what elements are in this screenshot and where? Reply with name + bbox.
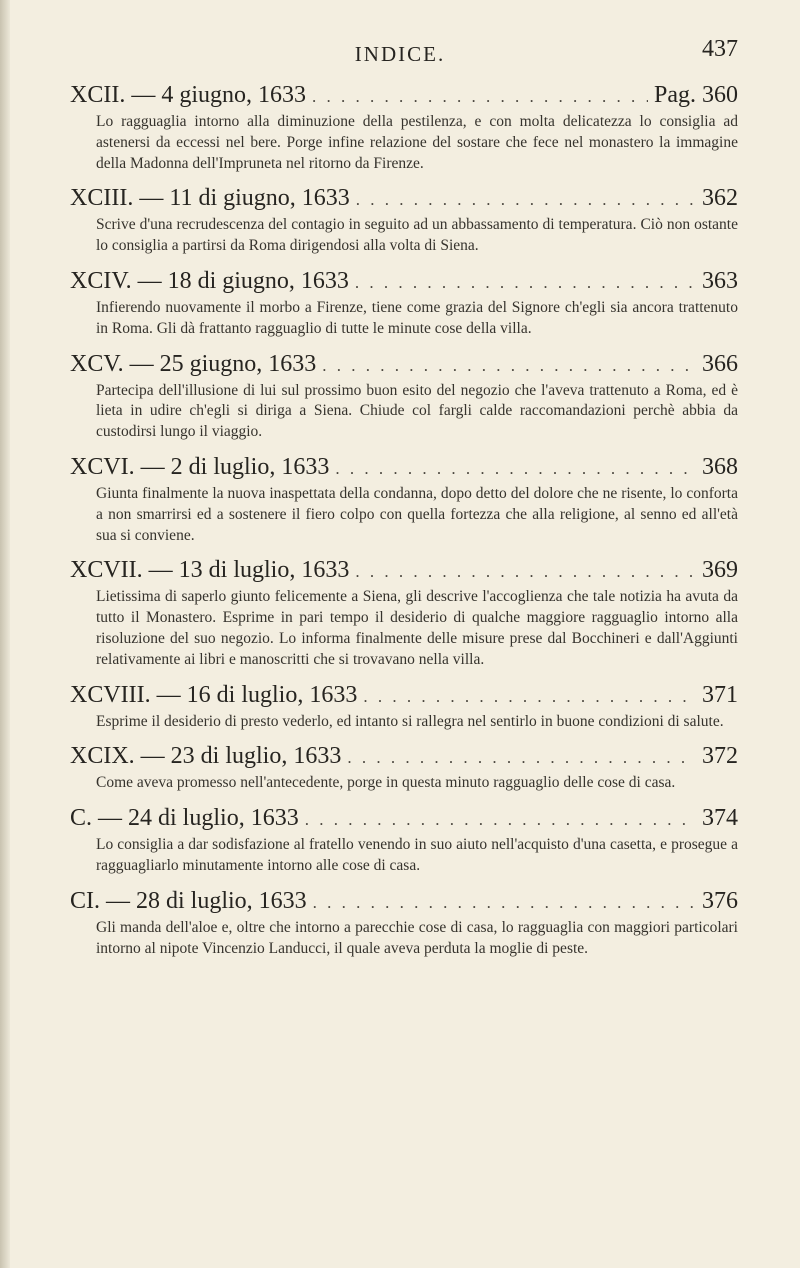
dot-leader: [305, 805, 696, 835]
entry-page: [654, 80, 738, 110]
entry-heading: XCVI. — 2 di luglio, 1633: [70, 453, 330, 480]
page-number: 437: [702, 36, 738, 62]
index-entry: [70, 886, 738, 960]
entry-date: 18 di giugno, 1633: [167, 267, 349, 294]
entry-heading: XCIV. — 18 di giugno, 1633: [70, 267, 349, 294]
entry-date: 28 di luglio, 1633: [136, 887, 307, 914]
entry-numeral: XCIX.: [70, 743, 135, 770]
entry-heading-line: [70, 80, 738, 112]
entry-heading: XCII. — 4 giugno, 1633: [70, 82, 306, 108]
dot-leader: [363, 682, 696, 712]
entry-page-number: 374: [702, 805, 738, 832]
index-entry: [70, 803, 738, 877]
entry-page-number: 369: [702, 557, 738, 584]
entry-heading: C. — 24 di luglio, 1633: [70, 805, 299, 832]
entry-heading: XCIII. — 11 di giugno, 1633: [70, 185, 350, 212]
entry-page-number: 363: [702, 267, 738, 294]
entry-summary: Lietissima di saperlo giunto felicemente a Siena, gli descrive l'accoglienza che tale notizia ha avuta da tutto il Monastero. Esprime in pari tempo il desiderio di qualche maggiore ragguaglio intorno alla risoluzione del suo negozio. Lo informa finalmente delle misure prese dal Bocchineri e dall'Aggiunti relativamente ai libri e manoscritti che si trovavano nella villa.: [96, 588, 738, 668]
entry-page-number: 360: [702, 82, 738, 108]
entry-heading-line: [70, 349, 738, 381]
entry-heading-line: [70, 183, 738, 215]
entry-numeral: XCII.: [70, 82, 126, 108]
dot-leader: [313, 888, 696, 918]
running-title: INDICE.: [354, 42, 446, 66]
entry-heading: XCVIII. — 16 di luglio, 1633: [70, 681, 358, 708]
entry-date: 11 di giugno, 1633: [169, 185, 350, 212]
entry-heading: XCV. — 25 giugno, 1633: [70, 350, 317, 377]
running-head: [0, 22, 800, 70]
entry-numeral: XCV.: [70, 350, 124, 377]
entry-heading: XCIX. — 23 di luglio, 1633: [70, 743, 342, 770]
index-entry: [70, 266, 738, 340]
entry-numeral: CI.: [70, 887, 100, 914]
entry-date: 16 di luglio, 1633: [186, 681, 358, 708]
entry-heading-line: [70, 555, 738, 587]
page-gutter-shadow: [0, 0, 10, 1268]
entry-page-number: 371: [702, 681, 738, 708]
entry-date: 25 giugno, 1633: [159, 350, 317, 377]
entry-numeral: XCIII.: [70, 185, 134, 212]
entry-summary: Infierendo nuovamente il morbo a Firenze, tiene come grazia del Signore ch'egli sia ancora trattenuto in Roma. Gli dà frattanto ragguaglio di tutte le minute cose della villa.: [96, 298, 738, 337]
entry-numeral: XCVII.: [70, 557, 143, 584]
entry-page-number: 376: [702, 887, 738, 914]
entry-summary: Giunta finalmente la nuova inaspettata della condanna, dopo detto del dolore che ne risente, lo conforta a non smarrirsi ed a sostenere il fiero colpo con quella fortezza che alla religione, al senno ed all'età sua si conviene.: [96, 484, 738, 544]
entry-heading-line: [70, 266, 738, 298]
entry-summary: Partecipa dell'illusione di lui sul prossimo buon esito del negozio che l'aveva trattenuto a Roma, ed è lieta in udire ch'egli si diriga a Siena. Chiude col fargli calde raccomandazioni perchè abbia da custodirsi lungo il viaggio.: [96, 381, 738, 441]
index-entry: [70, 555, 738, 670]
dot-leader: [356, 185, 696, 215]
entry-heading: XCVII. — 13 di luglio, 1633: [70, 557, 350, 584]
entry-numeral: C.: [70, 805, 93, 832]
entry-summary: Esprime il desiderio di presto vederlo, ed intanto si rallegra nel sentirlo in buone condizioni di salute.: [96, 712, 724, 730]
entry-summary: Come aveva promesso nell'antecedente, porge in questa minuto ragguaglio delle cose di casa.: [96, 774, 676, 792]
index-entry: [70, 452, 738, 546]
dot-leader: [335, 454, 696, 484]
index-entry: [70, 183, 738, 257]
entry-date: 24 di luglio, 1633: [128, 805, 299, 832]
entry-heading-line: [70, 803, 738, 835]
entry-date: 13 di luglio, 1633: [178, 557, 350, 584]
entry-heading-line: [70, 680, 738, 712]
entry-page-number: 366: [702, 350, 738, 377]
index-entry: [70, 680, 738, 733]
dot-leader: [347, 743, 696, 773]
entry-heading-line: [70, 452, 738, 484]
index-entries: [70, 80, 738, 968]
page-prefix: Pag.: [654, 82, 696, 108]
entry-date: 2 di luglio, 1633: [170, 453, 330, 480]
index-entry: [70, 80, 738, 174]
dot-leader: [322, 351, 696, 381]
index-entry: [70, 741, 738, 794]
dot-leader: [355, 268, 696, 298]
dot-leader: [312, 82, 648, 112]
entry-summary: Lo ragguaglia intorno alla diminuzione della pestilenza, e con molta delicatezza lo consiglia ad astenersi da eccessi nel bere. Porge infine relazione del sostare che fece nel monastero la immagine della Madonna dell'Impruneta nel ritorno da Firenze.: [96, 113, 738, 172]
entry-heading-line: [70, 741, 738, 773]
entry-date: 23 di luglio, 1633: [170, 743, 342, 770]
entry-page-number: 372: [702, 743, 738, 770]
entry-date: 4 giugno, 1633: [161, 82, 306, 108]
dot-leader: [355, 557, 696, 587]
index-entry: [70, 349, 738, 443]
entry-numeral: XCVIII.: [70, 681, 151, 708]
entry-numeral: XCIV.: [70, 267, 132, 294]
entry-summary: Lo consiglia a dar sodisfazione al fratello venendo in suo aiuto nell'acquisto d'una casetta, e prosegue a ragguagliarlo minutamente intorno alle cose di casa.: [96, 836, 738, 874]
entry-page-number: 368: [702, 453, 738, 480]
entry-heading-line: [70, 886, 738, 918]
entry-summary: Gli manda dell'aloe e, oltre che intorno a parecchie cose di casa, lo ragguaglia con maggiori particolari intorno al nipote Vincenzio Landucci, il quale aveva perduta la moglie di peste.: [96, 918, 738, 957]
entry-summary: Scrive d'una recrudescenza del contagio in seguito ad un abbassamento di temperatura. Ciò non ostante lo consiglia a partirsi da Roma dirigendosi alla volta di Siena.: [96, 216, 738, 255]
entry-numeral: XCVI.: [70, 453, 135, 480]
entry-heading: CI. — 28 di luglio, 1633: [70, 887, 307, 914]
entry-page-number: 362: [702, 185, 738, 212]
